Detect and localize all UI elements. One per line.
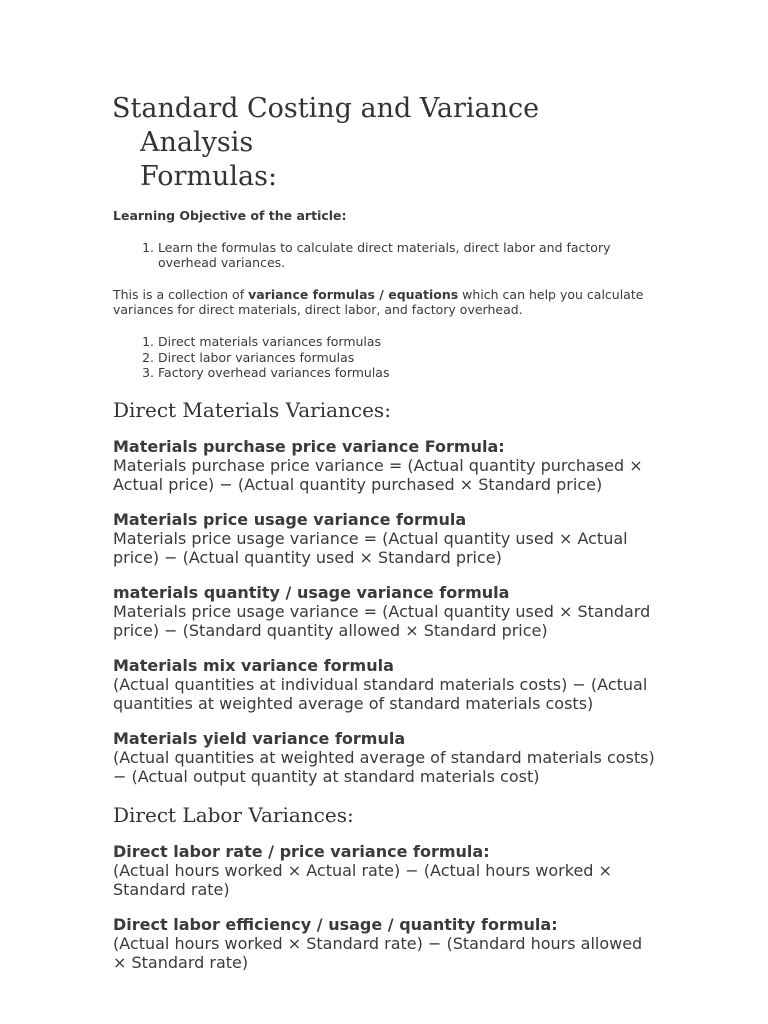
objective-item: 1. Learn the formulas to calculate direct materials, direct labor and factory overhead variances.	[158, 240, 658, 271]
formula-block	[113, 583, 658, 640]
intro-before: This is a collection of	[113, 286, 249, 302]
title-line-1: Standard Costing and Variance Analysis	[112, 93, 540, 158]
objective-heading: Learning Objective of the article:	[113, 208, 347, 223]
materials-heading: Direct Materials Variances:	[113, 397, 391, 422]
topic-item: 3. Factory overhead variances formulas	[158, 365, 658, 381]
formula-label: Materials mix variance formula	[113, 655, 394, 675]
formula-text: (Actual quantities at individual standard materials costs) − (Actual quantities at weighted average of standard materials costs)	[113, 674, 648, 713]
formula-text: (Actual hours worked × Actual rate) − (Actual hours worked × Standard rate)	[113, 860, 612, 899]
formula-label: Materials purchase price variance Formula:	[113, 436, 505, 456]
formula-label: Materials yield variance formula	[113, 728, 406, 748]
objectives-list	[113, 240, 658, 271]
topic-item: 1. Direct materials variances formulas	[158, 334, 658, 350]
intro-after: which can help you calculate variances for direct materials, direct labor, and factory overhead.	[113, 286, 644, 318]
formula-block	[113, 437, 658, 494]
title-line-2: Formulas:	[140, 161, 278, 192]
formula-text: (Actual quantities at weighted average of standard materials costs) − (Actual output quantity at standard materials cost)	[113, 747, 655, 786]
formula-text: Materials purchase price variance = (Actual quantity purchased × Actual price) − (Actual quantity purchased × Standard price)	[113, 455, 643, 494]
topics-list	[113, 334, 658, 381]
document-title	[112, 92, 658, 194]
formula-text: Materials price usage variance = (Actual quantity used × Actual price) − (Actual quantity used × Standard price)	[113, 528, 628, 567]
labor-heading: Direct Labor Variances:	[113, 802, 354, 827]
formula-block	[113, 842, 658, 899]
formula-block	[113, 656, 658, 713]
topic-item: 2. Direct labor variances formulas	[158, 350, 658, 366]
formula-block	[113, 729, 658, 786]
formula-label: Direct labor rate / price variance formula:	[113, 841, 490, 861]
intro-bold: variance formulas / equations	[248, 286, 459, 302]
formula-label: materials quantity / usage variance formula	[113, 582, 510, 602]
formula-block	[113, 915, 658, 972]
formula-label: Materials price usage variance formula	[113, 509, 467, 529]
formula-text: (Actual hours worked × Standard rate) − (Standard hours allowed × Standard rate)	[113, 933, 643, 972]
formula-text: Materials price usage variance = (Actual quantity used × Standard price) − (Standard quantity allowed × Standard price)	[113, 601, 651, 640]
intro-paragraph	[113, 287, 658, 318]
formula-label: Direct labor efficiency / usage / quantity formula:	[113, 914, 558, 934]
formula-block	[113, 510, 658, 567]
document-page	[113, 92, 658, 988]
